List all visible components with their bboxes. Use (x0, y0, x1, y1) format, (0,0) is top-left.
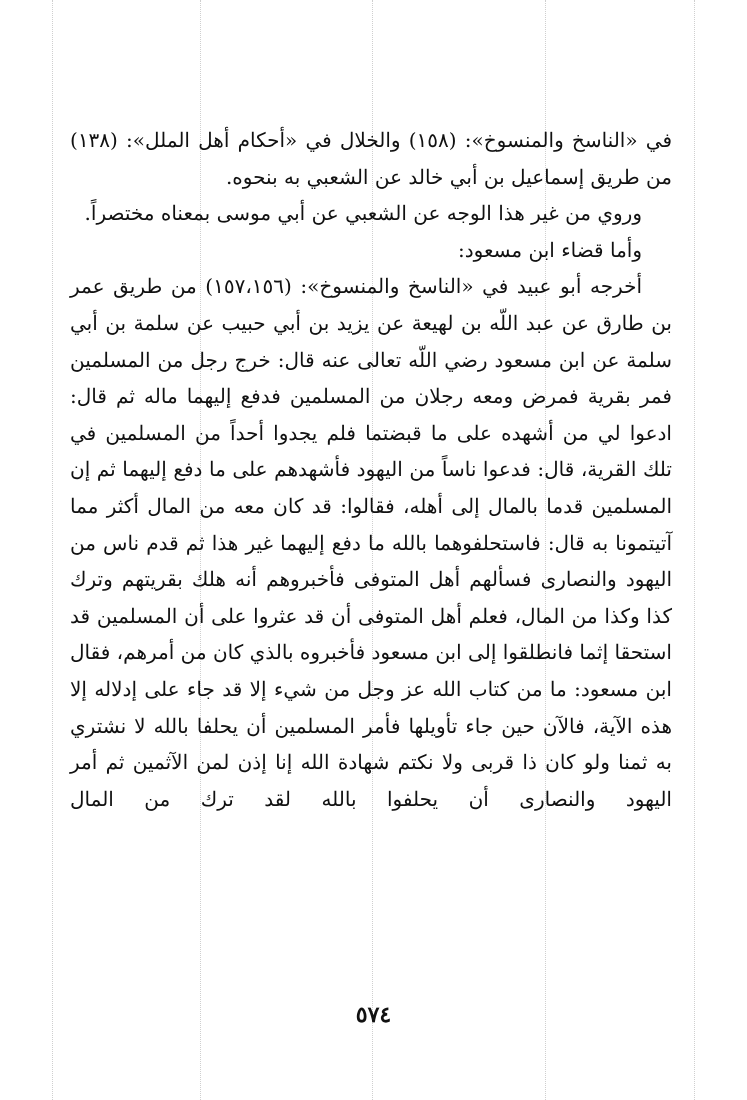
scan-guide-line (694, 0, 695, 1100)
page-body-text (70, 122, 672, 817)
paragraph-abu-musa-narration: وروي من غير هذا الوجه عن الشعبي عن أبي موسى بمعناه مختصراً. (84, 201, 642, 226)
paragraph-citation-continuation: في «الناسخ والمنسوخ»: (١٥٨) والخلال في «أحكام أهل الملل»: (١٣٨) من طريق إسماعيل بن أبي خالد عن الشعبي به بنحوه. (70, 128, 673, 189)
paragraph-ibn-masud-narration: أخرجه أبو عبيد في «الناسخ والمنسوخ»: (١٥٧،١٥٦) من طريق عمر بن طارق عن عبد اللّه بن لهيعة عن يزيد بن أبي حبيب عن سلمة بن أبي سلمة عن ابن مسعود رضي اللّه تعالى عنه قال: خرج رجل من المسلمين فمر بقرية فمرض ومعه رجلان من المسلمين فدفع إليهما ماله ثم قال: ادعوا لي من أشهده على ما قبضتما فلم يجدوا أحداً من المسلمين في تلك القرية، قال: فدعوا ناساً من اليهود فأشهدهم على ما دفع إليهما ثم إن المسلمين قدما بالمال إلى أهله، فقالوا: قد كان معه من المال أكثر مما آتيتمونا به قال: فاستحلفوهما بالله ما دفع إليهما غير هذا ثم قدم ناس من اليهود والنصارى فسألهم أهل المتوفى فأخبروهم أنه هلك بقريتهم وترك كذا وكذا من المال، فعلم أهل المتوفى أن قد عثروا على أن المسلمين قد استحقا إثما فانطلقوا إلى ابن مسعود فأخبروه بالذي كان من أمرهم، فقال ابن مسعود: ما من كتاب الله عز وجل من شيء إلا قد جاء على إدلاله إلا هذه الآية، فالآن حين جاء تأويلها فأمر المسلمين أن يحلفا بالله لا نشتري به ثمنا ولو كان ذا قربى ولا نكتم شهادة الله إنا إذن لمن الآثمين ثم أمر اليهود والنصارى أن يحلفوا بالله لقد ترك من المال (70, 274, 672, 811)
page-number: ٥٧٤ (355, 1002, 392, 1028)
paragraph-heading-ibn-masud: وأما قضاء ابن مسعود: (457, 237, 642, 262)
scan-guide-line (52, 0, 53, 1100)
